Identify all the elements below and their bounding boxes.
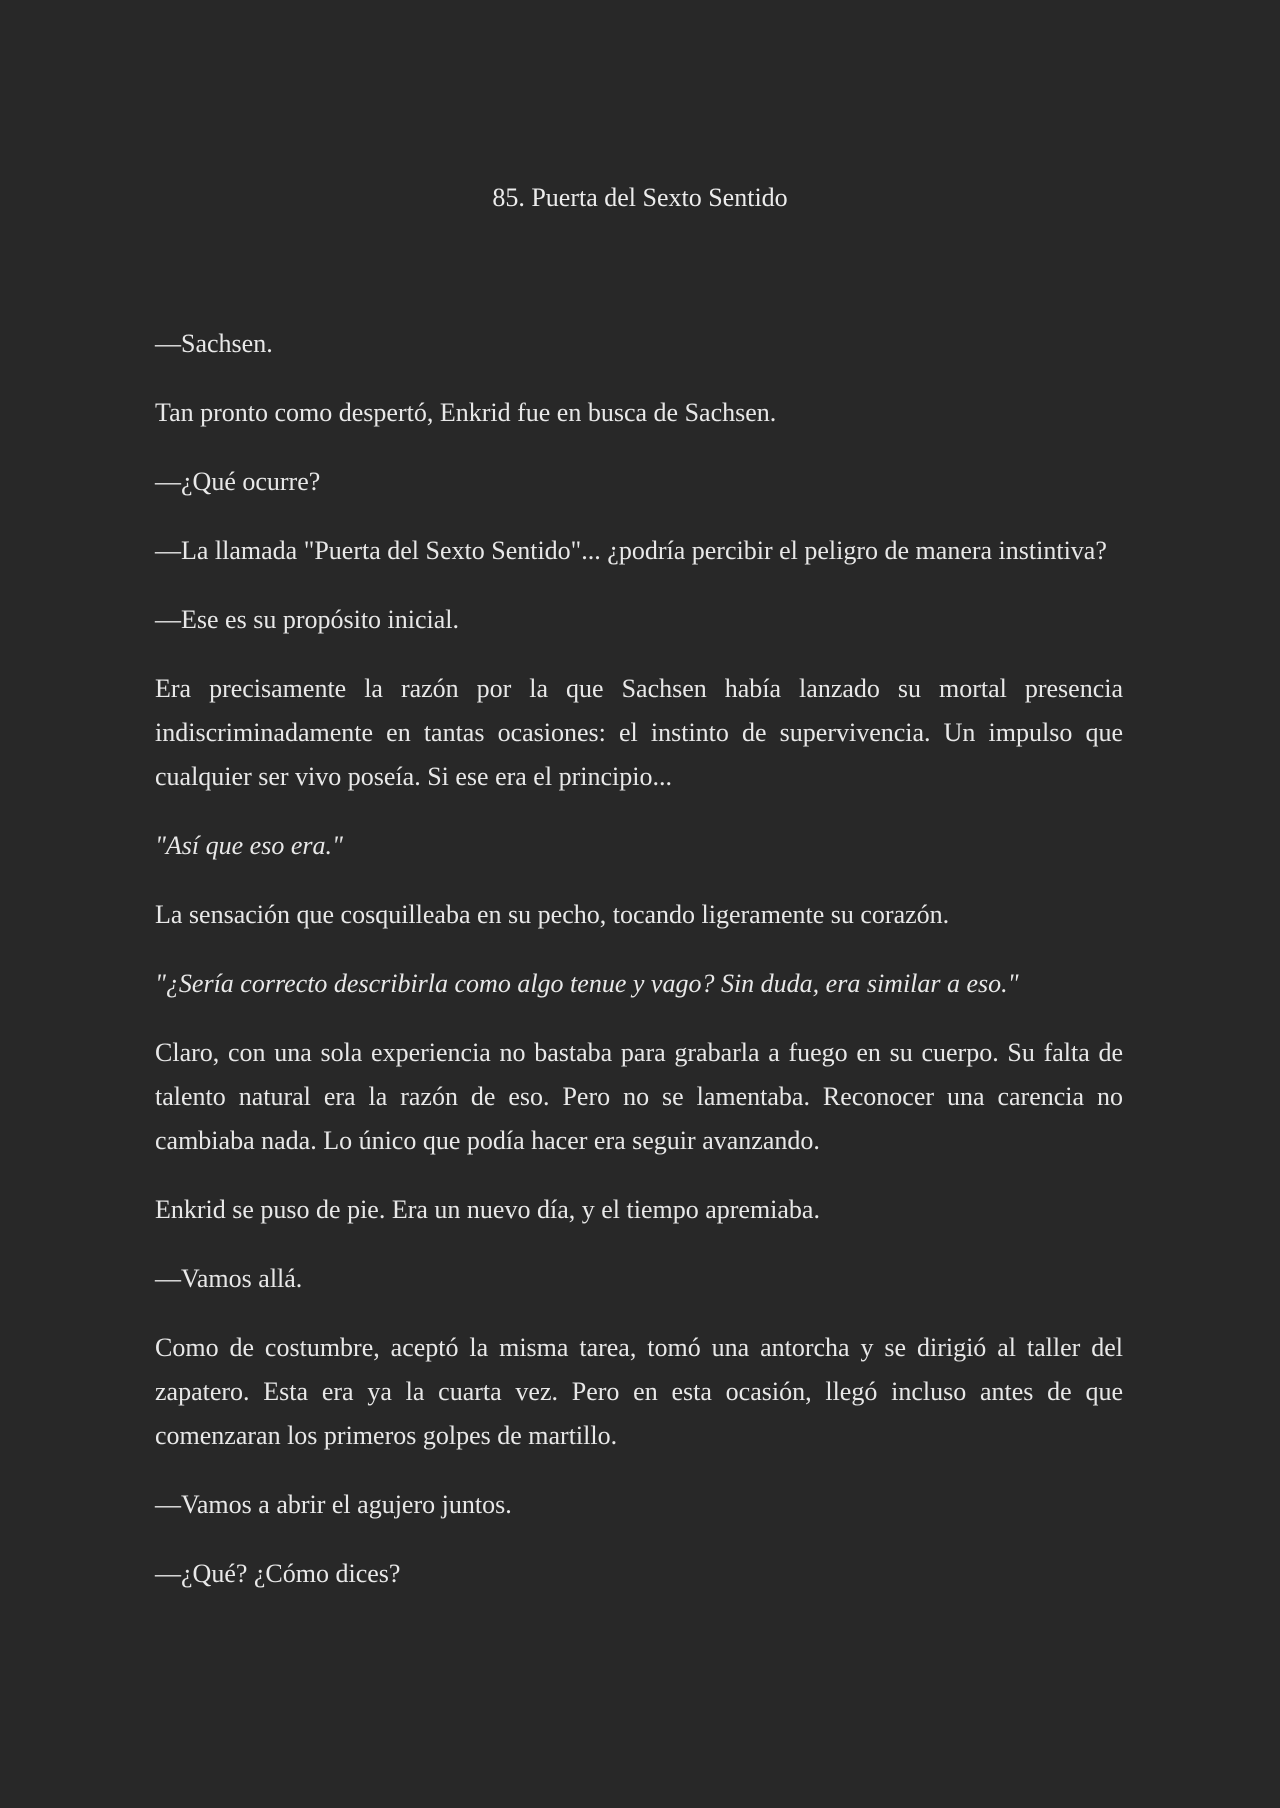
paragraph: Era precisamente la razón por la que Sachsen había lanzado su mortal presencia indiscriminadamente en tantas ocasiones: el instinto de supervivencia. Un impulso que cualquier ser vivo poseía. Si ese era el principio... <box>155 674 1123 791</box>
paragraph: Como de costumbre, aceptó la misma tarea, tomó una antorcha y se dirigió al taller del zapatero. Esta era ya la cuarta vez. Pero en esta ocasión, llegó incluso antes de que comenzaran los primeros golpes de martillo. <box>155 1333 1123 1450</box>
paragraph: Tan pronto como despertó, Enkrid fue en busca de Sachsen. <box>155 398 777 427</box>
thought-paragraph: "Así que eso era." <box>155 831 343 860</box>
paragraph: —¿Qué? ¿Cómo dices? <box>155 1559 401 1588</box>
paragraph: —Sachsen. <box>155 329 273 358</box>
paragraph: Claro, con una sola experiencia no bastaba para grabarla a fuego en su cuerpo. Su falta de talento natural era la razón de eso. Pero no se lamentaba. Reconocer una carencia no cambiaba nada. Lo único que podía hacer era seguir avanzando. <box>155 1038 1123 1155</box>
paragraph: —Vamos allá. <box>155 1264 303 1293</box>
chapter-title: 85. Puerta del Sexto Sentido <box>492 183 788 212</box>
paragraph: —¿Qué ocurre? <box>155 467 321 496</box>
paragraph: —Vamos a abrir el agujero juntos. <box>155 1490 512 1519</box>
paragraph: Enkrid se puso de pie. Era un nuevo día, y el tiempo apremiaba. <box>155 1195 820 1224</box>
paragraph: —La llamada "Puerta del Sexto Sentido"... ¿podría percibir el peligro de manera instintiva? <box>155 536 1107 565</box>
thought-paragraph: "¿Sería correcto describirla como algo tenue y vago? Sin duda, era similar a eso." <box>155 969 1019 998</box>
paragraph: —Ese es su propósito inicial. <box>155 605 460 634</box>
paragraph: La sensación que cosquilleaba en su pecho, tocando ligeramente su corazón. <box>155 900 950 929</box>
chapter-body <box>155 322 1123 1621</box>
